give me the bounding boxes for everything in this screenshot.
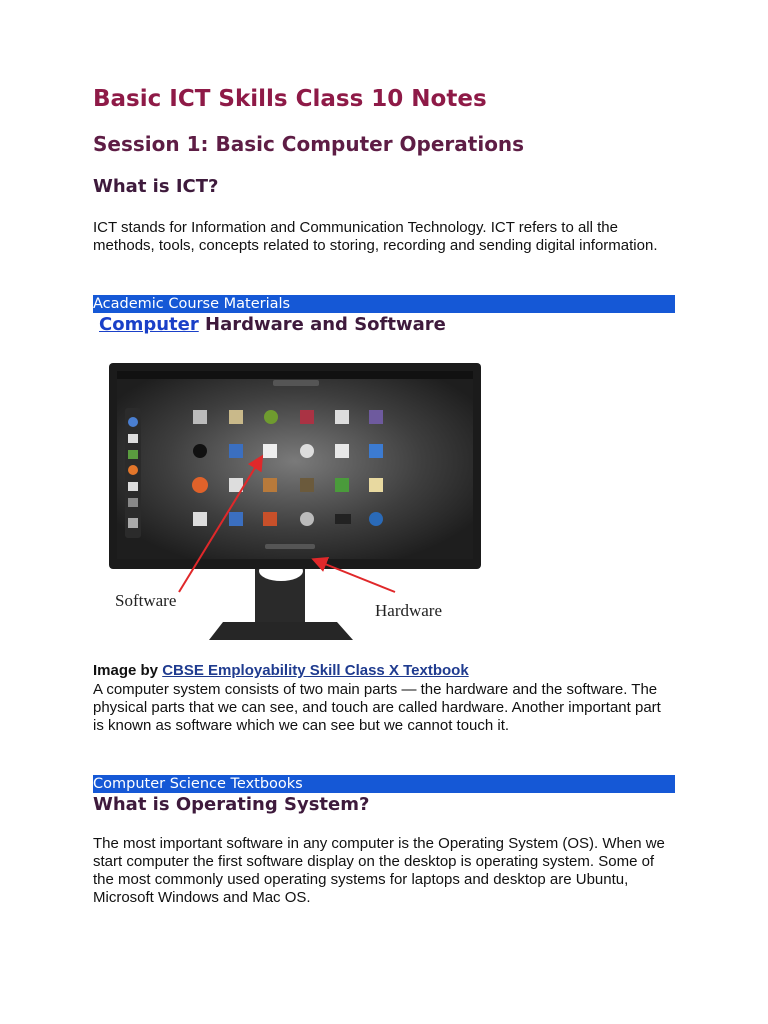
hardware-software-heading <box>93 314 446 335</box>
image-credit <box>93 662 469 679</box>
monitor-stand-base <box>209 622 353 640</box>
ict-paragraph: ICT stands for Information and Communication Technology. ICT refers to all the methods, tools, concepts related to storing, recording and sending digital information. <box>93 219 658 254</box>
software-label: Software <box>115 591 177 610</box>
hardware-software-heading-rest: Hardware and Software <box>198 314 446 335</box>
credit-prefix: Image by <box>93 662 163 679</box>
hardware-label: Hardware <box>375 601 443 620</box>
textbook-link[interactable]: CBSE Employability Skill Class X Textbook <box>162 662 469 679</box>
monitor-screen <box>117 371 473 559</box>
os-paragraph: The most important software in any computer is the Operating System (OS). When we start computer the first software display on the desktop is operating system. Some of the most commonly used operating systems for laptops and desktop are Ubuntu, Microsoft Windows and Mac OS. <box>93 835 665 906</box>
session-heading: Session 1: Basic Computer Operations <box>93 132 525 156</box>
hardware-paragraph: A computer system consists of two main parts — the hardware and the software. The physical parts that we can see, and touch are called hardware. Another important part is known as software which we can see but we cannot touch it. <box>93 681 661 734</box>
ad-bar-computer-science-textbooks[interactable]: Computer Science Textbooks <box>93 775 675 793</box>
ad-bar-academic-course-materials[interactable]: Academic Course Materials <box>93 295 675 313</box>
ict-heading: What is ICT? <box>93 176 219 197</box>
os-heading: What is Operating System? <box>93 794 370 815</box>
computer-link[interactable]: Computer <box>99 314 199 335</box>
computer-monitor-figure <box>105 360 485 645</box>
page-title: Basic ICT Skills Class 10 Notes <box>93 86 487 112</box>
